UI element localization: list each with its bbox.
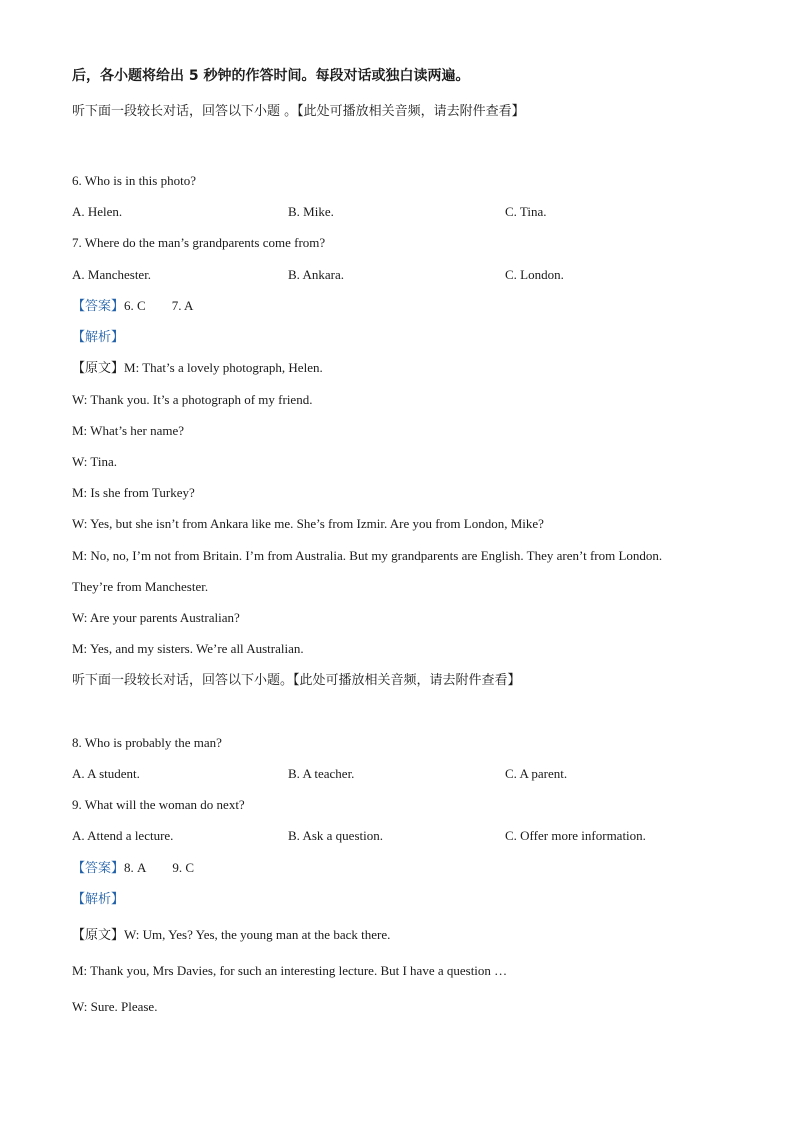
question-6-option-b[interactable]: B. Mike. [288,204,334,219]
transcript-line: W: Tina. [72,454,118,469]
source-tag: 【原文】 [72,928,125,943]
transcript-line: M: Thank you, Mrs Davies, for such an interesting lecture. But I have a question … [72,963,508,978]
question-8-option-b[interactable]: B. A teacher. [288,766,355,781]
analysis-line-2 [72,891,124,908]
question-9-option-c[interactable]: C. Offer more information. [505,828,646,843]
question-6-stem: 6. Who is in this photo? [72,173,196,188]
answer-6: 6. C [124,298,146,313]
answer-line-1 [72,298,193,315]
answer-tag: 【答案】 [72,861,125,876]
source-tag: 【原文】 [72,361,125,376]
question-8-option-a[interactable]: A. A student. [72,766,140,781]
transcript-line: M: Yes, and my sisters. We’re all Australian. [72,641,304,656]
transcript-line: W: Are your parents Australian? [72,610,240,625]
answer-8: 8. A [124,860,147,875]
question-6-option-c[interactable]: C. Tina. [505,204,547,219]
answer-9: 9. C [172,860,195,875]
analysis-tag: 【解析】 [72,892,125,907]
question-7-option-a[interactable]: A. Manchester. [72,267,152,282]
transcript-text: M: That’s a lovely photograph, Helen. [124,360,323,375]
answer-7: 7. A [171,298,194,313]
question-7-option-b[interactable]: B. Ankara. [288,267,344,282]
section1-prompt: 听下面一段较长对话，回答以下小题 。【此处可播放相关音频，请去附件查看】 [72,104,525,119]
question-7-stem: 7. Where do the man’s grandparents come from? [72,235,326,250]
question-8-option-c[interactable]: C. A parent. [505,766,568,781]
analysis-line-1 [72,329,124,346]
transcript-line: M: What’s her name? [72,423,185,438]
transcript-line: W: Thank you. It’s a photograph of my friend. [72,392,313,407]
question-6-option-a[interactable]: A. Helen. [72,204,123,219]
transcript-line: M: Is she from Turkey? [72,485,195,500]
question-9-stem: 9. What will the woman do next? [72,797,245,812]
answer-line-2 [72,860,194,877]
transcript-line [72,360,323,377]
question-9-option-b[interactable]: B. Ask a question. [288,828,383,843]
transcript-line: W: Sure. Please. [72,999,158,1014]
transcript-line: They’re from Manchester. [72,579,209,594]
transcript-line: M: No, no, I’m not from Britain. I’m from Australia. But my grandparents are English. They aren’t from London. [72,548,663,563]
transcript-line: W: Yes, but she isn’t from Ankara like me. She’s from Izmir. Are you from London, Mike? [72,516,544,531]
transcript-line [72,927,390,944]
answer-tag: 【答案】 [72,299,125,314]
section2-prompt: 听下面一段较长对话，回答以下小题。【此处可播放相关音频，请去附件查看】 [72,673,521,688]
question-9-option-a[interactable]: A. Attend a lecture. [72,828,174,843]
question-7-option-c[interactable]: C. London. [505,267,564,282]
transcript-text: W: Um, Yes? Yes, the young man at the back there. [124,927,391,942]
analysis-tag: 【解析】 [72,330,125,345]
question-8-stem: 8. Who is probably the man? [72,735,222,750]
intro-instruction: 后，各小题将给出 5 秒钟的作答时间。每段对话或独白读两遍。 [72,68,470,84]
